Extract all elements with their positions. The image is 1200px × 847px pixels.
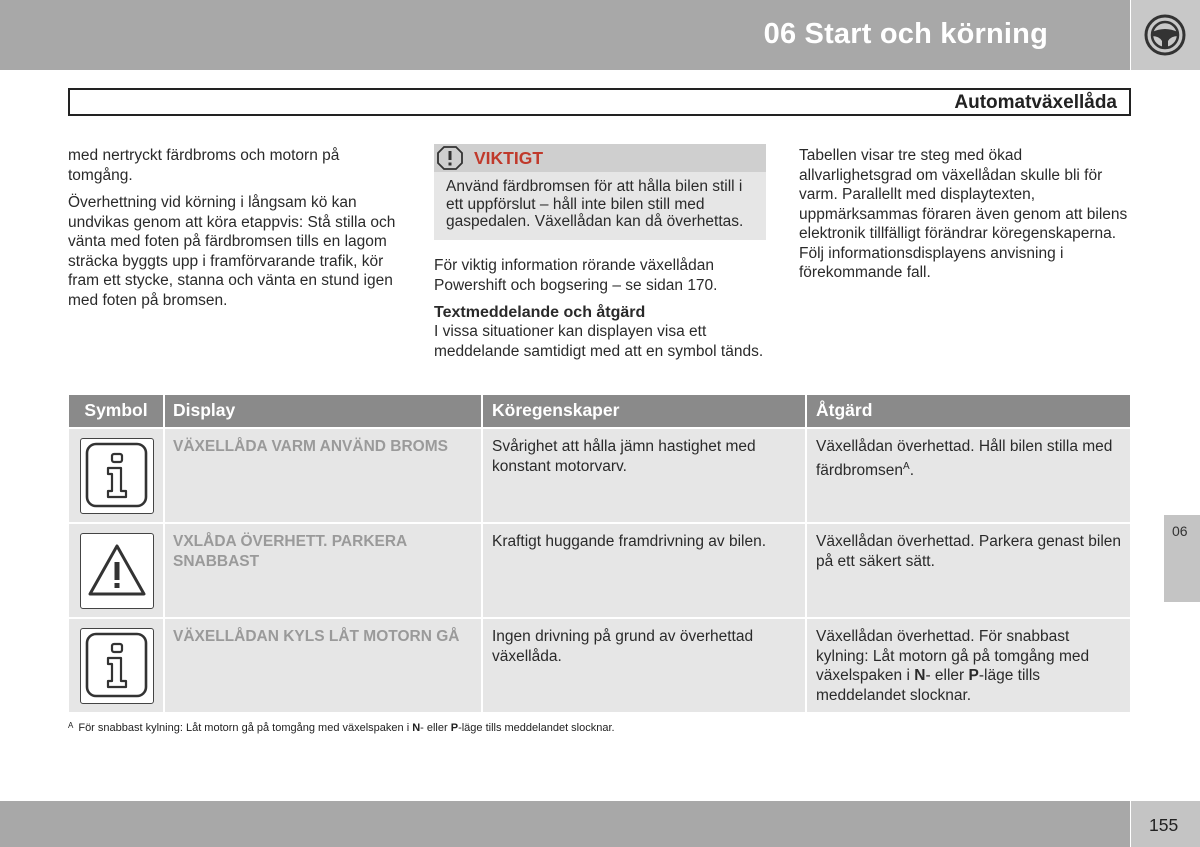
display-cell: VÄXELLÅDAN KYLS LÅT MOTORN GÅ [165,619,483,712]
footnote-pre: För snabbast kylning: Låt motorn gå på tomgång med växelspaken i [78,722,413,734]
footnote-marker: A [68,721,74,730]
important-notice-label: VIKTIGT [474,148,544,168]
section-title: Automatväxellåda [954,92,1117,113]
footnote-ref: A [903,460,910,472]
footer-bar [0,801,1130,847]
table-row [69,522,1130,617]
footnote-mid: - eller [420,722,451,734]
symbol-cell [69,524,165,617]
header-kore: Köregenskaper [483,395,807,427]
side-tab-label: 06 [1172,523,1188,539]
warning-exclamation-icon [437,146,463,170]
table-row [69,427,1130,522]
footnote-p: P [450,722,459,734]
right-column [799,146,1134,291]
table-row [69,617,1130,712]
atgard-cell [807,429,1130,522]
table-header [69,395,1130,427]
atgard-p: P [968,667,979,684]
right-paragraph: Tabellen visar tre steg med ökad allvarlighetsgrad om växellådan skulle bli för varm. Parallellt med displaytexten, uppmärksammas föraren även genom att bilens elektronik tillfälligt förändrar köregenskaperna. Följ informationsdisplayens anvisning i förekommande fall. [799,147,1128,281]
middle-column [434,256,764,369]
message-table [69,395,1130,712]
chapter-side-tab [1164,515,1200,602]
atgard-end: . [909,461,914,479]
left-paragraph-1: med nertryckt färdbroms och motorn på tomgång. [68,147,340,184]
kore-cell: Svårighet att hålla jämn hastighet med konstant motorvarv. [483,429,807,522]
chapter-icon-box [1131,0,1200,70]
left-paragraph-2: Överhettning vid körning i långsam kö kan undvikas genom att köra etappvis: Stå stilla och vänta med foten på färdbromsen tills en lagom sträcka byggts upp i framförvarande trafik, kör fram ett stycke, stanna och vänta en stund igen med foten på bromsen. [68,194,396,309]
important-notice [434,144,766,240]
footnote-n: N [412,722,421,734]
warning-triangle-icon [81,534,153,607]
atgard-text: Växellådan överhettad. Håll bilen stilla med färdbromsen [816,438,1113,479]
section-frame [68,88,1131,116]
symbol-box [80,533,154,609]
footer-page-box [1131,801,1200,847]
display-cell: VXLÅDA ÖVERHETT. PARKERA SNABBAST [165,524,483,617]
symbol-cell [69,619,165,712]
atgard-post: -läge tills meddelandet slocknar. [816,667,1041,704]
information-icon [81,439,153,512]
important-notice-text: Använd färdbromsen för att hålla bilen still i ett uppförslut – håll inte bilen still med gaspedalen. Växellådan kan då överhettas. [446,178,744,230]
symbol-box [80,438,154,514]
subheading: Textmeddelande och åtgärd [434,304,646,321]
chapter-title: 06 Start och körning [763,18,1048,50]
kore-cell: Ingen drivning på grund av överhettad växellåda. [483,619,807,712]
atgard-mid: - eller [925,667,969,684]
atgard-pre: Växellådan överhettad. För snabbast kylning: Låt motorn gå på tomgång med växelspaken i [816,628,1090,684]
important-notice-header [434,144,766,172]
atgard-cell [807,619,1130,712]
middle-paragraph: För viktig information rörande växellådan Powershift och bogsering – se sidan 170. [434,257,718,294]
atgard-cell: Växellådan överhettad. Parkera genast bilen på ett säkert sätt. [816,533,1122,570]
kore-cell: Kraftigt huggande framdrivning av bilen. [483,524,807,617]
left-column [68,146,403,318]
display-cell: VÄXELLÅDA VARM ANVÄND BROMS [165,429,483,522]
header-display: Display [165,395,483,427]
steering-wheel-icon [1144,14,1186,56]
header-atgard: Åtgärd [816,400,873,420]
symbol-box [80,628,154,704]
page-number: 155 [1149,815,1179,835]
symbol-cell [69,429,165,522]
footnote-post: -läge tills meddelandet slocknar. [458,722,615,734]
subheading-text: I vissa situationer kan displayen visa ett meddelande samtidigt med att en symbol tänds. [434,323,764,360]
information-icon [81,629,153,702]
footnote [68,721,615,734]
header-bar [0,0,1130,70]
header-symbol: Symbol [69,395,165,427]
atgard-n: N [914,667,926,684]
